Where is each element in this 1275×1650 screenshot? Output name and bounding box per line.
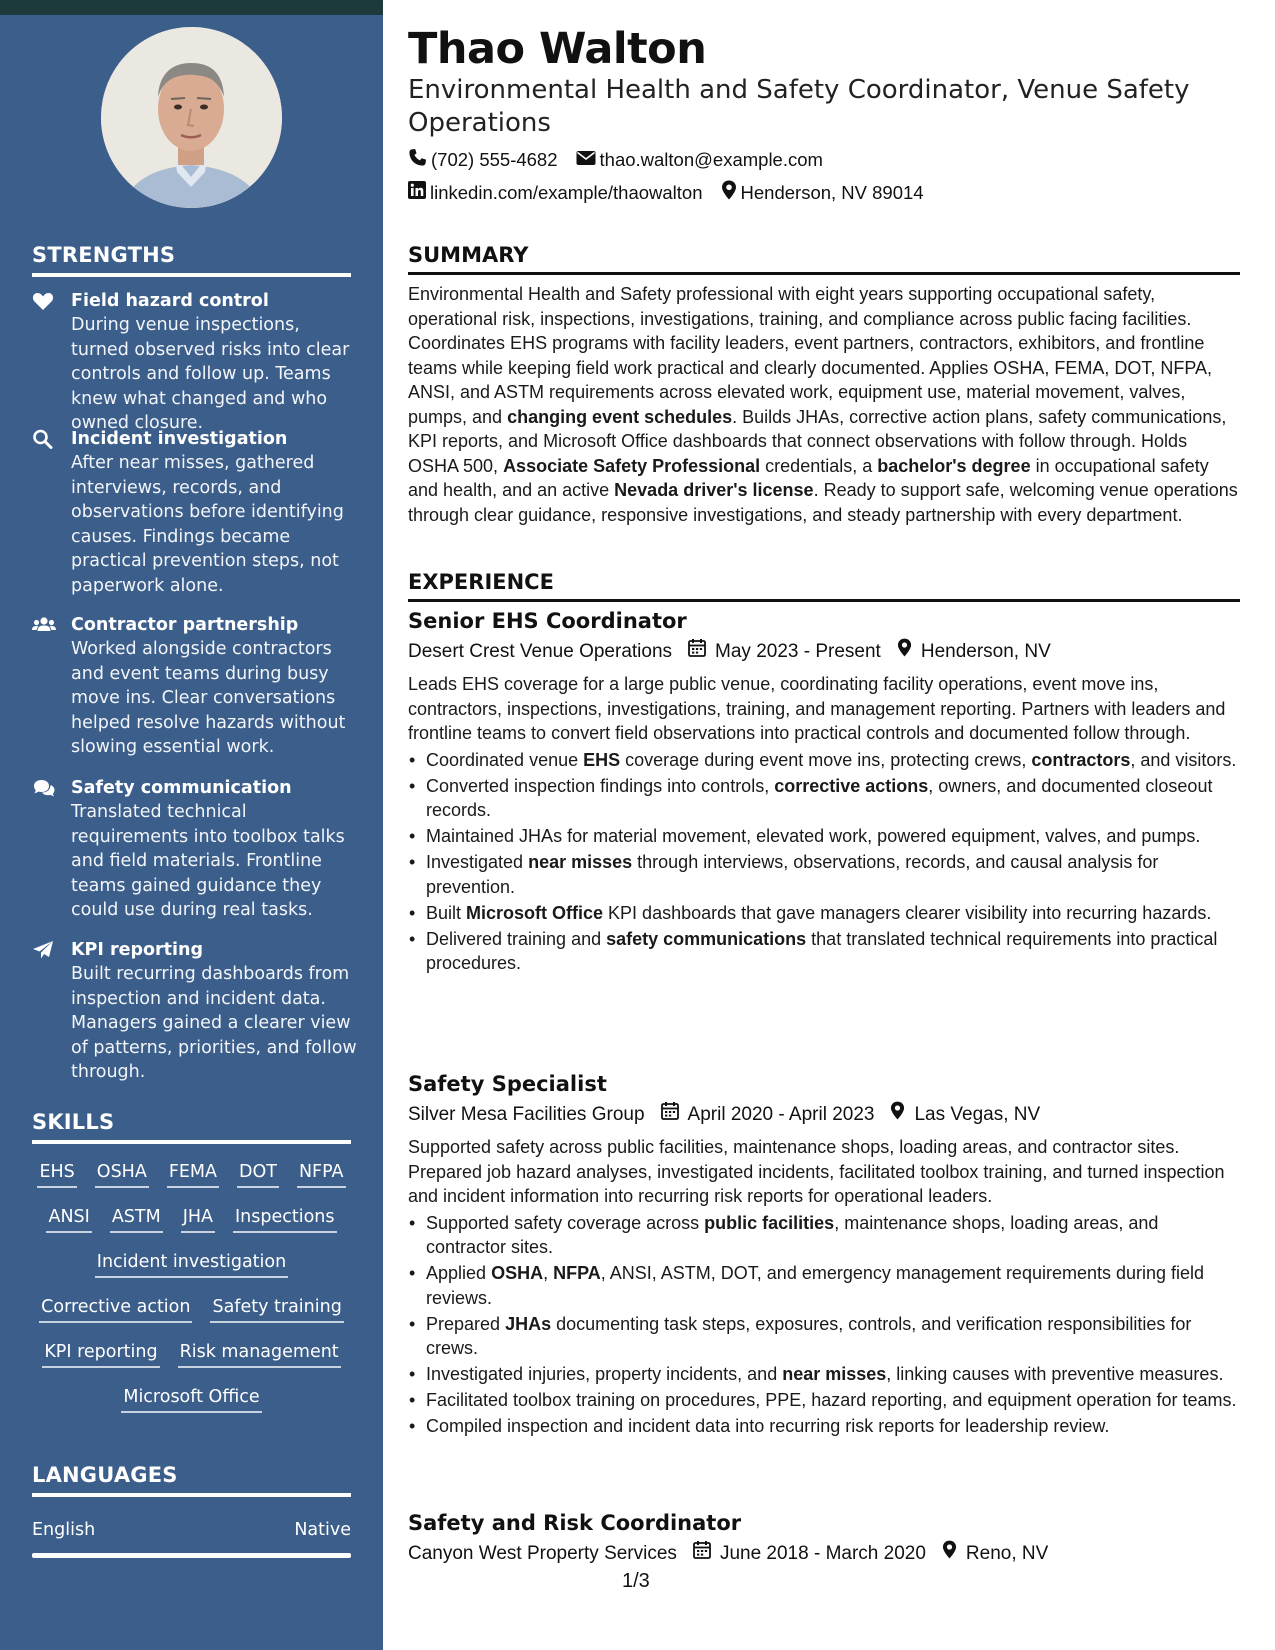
map-pin-icon xyxy=(942,1538,966,1570)
job-bullets xyxy=(408,1211,1240,1439)
job-dates-wrap xyxy=(661,1099,875,1131)
bullet-text: Delivered training and xyxy=(426,928,607,949)
strength-item xyxy=(32,776,362,923)
bullet-text: Converted inspection findings into controls, xyxy=(426,775,775,796)
bullet-bold-text: JHAs xyxy=(505,1313,552,1334)
strength-body: After near misses, gathered interviews, records, and observations before identifying causes. Findings became practical prevention steps, not paperwork alone. xyxy=(71,453,344,596)
bullet-text: Built xyxy=(426,902,467,923)
languages-heading: LANGUAGES xyxy=(32,1463,351,1497)
bullet-bold-text: corrective actions xyxy=(774,775,929,796)
job-bullets xyxy=(408,748,1240,976)
skill-tag: ANSI xyxy=(46,1203,91,1233)
job-title: Senior EHS Coordinator xyxy=(408,609,687,633)
skill-tag: Safety training xyxy=(210,1293,343,1323)
skills-row xyxy=(32,1203,351,1248)
bullet-text: Compiled inspection and incident data into recurring risk reports for leadership review. xyxy=(426,1416,1110,1436)
bullet-text: , xyxy=(543,1263,554,1283)
summary-text: in occupational safety and health, and an active xyxy=(408,455,1209,500)
job-bullet xyxy=(408,1414,1240,1439)
sidebar xyxy=(0,0,383,1650)
experience-heading: EXPERIENCE xyxy=(408,570,1240,602)
job-bullet xyxy=(408,901,1240,926)
skills-row xyxy=(32,1383,351,1428)
bullet-text: Coordinated venue xyxy=(426,749,584,770)
skills-heading: SKILLS xyxy=(32,1110,351,1144)
map-pin-icon xyxy=(721,180,741,205)
job-meta xyxy=(408,1538,1240,1570)
job-dates: April 2020 - April 2023 xyxy=(687,1104,875,1125)
map-pin-icon xyxy=(890,1099,914,1131)
strength-item xyxy=(32,938,362,1085)
job-meta xyxy=(408,1099,1240,1131)
phone-contact xyxy=(408,148,558,172)
job-dates: June 2018 - March 2020 xyxy=(719,1543,926,1564)
job-bullet xyxy=(408,1362,1240,1387)
candidate-title: Environmental Health and Safety Coordinator, Venue Safety Operations xyxy=(408,75,1190,138)
skill-tag: Inspections xyxy=(233,1203,337,1233)
envelope-icon xyxy=(576,149,600,171)
job-company: Canyon West Property Services xyxy=(408,1543,677,1564)
language-item xyxy=(32,1520,351,1540)
strength-body: Worked alongside contractors and event teams during busy move ins. Clear conversations helped resolve hazards without slowing essential work. xyxy=(71,639,346,757)
job-bullet xyxy=(408,1261,1240,1310)
comments-icon xyxy=(32,778,54,798)
contact-row xyxy=(408,180,942,205)
bullet-text: , and visitors. xyxy=(1130,749,1237,770)
strength-title: Safety communication xyxy=(71,778,292,798)
job-entry xyxy=(408,1508,1240,1570)
bullet-text: that translated technical requirements into practical procedures. xyxy=(426,928,1218,973)
job-description: Supported safety across public facilities, maintenance shops, loading areas, and contractor sites. Prepared job hazard analyses, investigated incidents, facilitated toolbox training, and turned inspection and incident information into recurring risk reports for operational leaders. xyxy=(408,1137,1225,1206)
strength-title: KPI reporting xyxy=(71,940,204,960)
job-bullet xyxy=(408,748,1240,773)
phone-icon xyxy=(408,148,431,172)
language-name: English xyxy=(32,1520,96,1540)
bullet-text: KPI dashboards that gave managers clearer visibility into recurring hazards. xyxy=(603,902,1212,923)
summary-text: credentials, a xyxy=(760,455,878,476)
job-location: Reno, NV xyxy=(965,1543,1049,1564)
phone-text: (702) 555-4682 xyxy=(431,149,558,170)
bullet-text: documenting task steps, exposures, controls, and verification responsibilities for crews. xyxy=(426,1313,1192,1358)
job-company: Desert Crest Venue Operations xyxy=(408,641,673,662)
strength-body: Built recurring dashboards from inspection and incident data. Managers gained a clearer view of patterns, priorities, and follow through. xyxy=(71,964,357,1082)
calendar-icon xyxy=(693,1538,720,1570)
calendar-icon xyxy=(688,636,715,668)
strengths-heading: STRENGTHS xyxy=(32,243,351,277)
job-location-wrap xyxy=(942,1538,1048,1570)
bullet-text: Facilitated toolbox training on procedures, PPE, hazard reporting, and equipment operation for teams. xyxy=(426,1390,1237,1410)
skill-tag: DOT xyxy=(237,1158,279,1188)
bullet-text: , maintenance shops, loading areas, and contractor sites. xyxy=(426,1212,1159,1257)
job-bullet xyxy=(408,850,1240,899)
skill-tag: EHS xyxy=(37,1158,76,1188)
job-bullet xyxy=(408,1312,1240,1361)
skill-tag: OSHA xyxy=(95,1158,149,1188)
users-icon xyxy=(32,615,54,635)
bullet-text: through interviews, observations, records, and causal analysis for prevention. xyxy=(426,852,1159,897)
strength-body: During venue inspections, turned observed risks into clear controls and follow up. Teams knew what changed and who owned closure. xyxy=(71,315,350,433)
heart-icon xyxy=(32,291,54,311)
job-bullet xyxy=(408,774,1240,823)
email-contact[interactable] xyxy=(576,149,823,171)
job-bullet xyxy=(408,927,1240,976)
bullet-text: Investigated injuries, property incidents, and xyxy=(426,1364,783,1384)
bullet-text: Prepared xyxy=(426,1313,506,1334)
job-title: Safety and Risk Coordinator xyxy=(408,1511,742,1535)
job-dates-wrap xyxy=(688,636,881,668)
job-location-wrap xyxy=(890,1099,1040,1131)
summary-text: . Ready to support safe, welcoming venue operations through clear guidance, responsive investigations, and steady partnership with every department. xyxy=(408,480,1238,525)
strength-item xyxy=(32,289,362,436)
candidate-name: Thao Walton xyxy=(408,24,707,74)
job-bullet xyxy=(408,1388,1240,1413)
job-description: Leads EHS coverage for a large public venue, coordinating facility operations, event move ins, contractors, inspections, investigations, training, and management reporting. Partners with leaders and frontline teams to convert field observations into practical controls and documented follow through. xyxy=(408,674,1226,743)
summary-text: . Builds JHAs, corrective action plans, safety communications, KPI reports, and Microsoft Office dashboards that connect observations with follow through. Holds OSHA 500, xyxy=(408,406,1227,476)
skill-tag: Risk management xyxy=(178,1338,341,1368)
summary-bold-text: Nevada driver's license xyxy=(614,480,814,500)
job-dates-wrap xyxy=(693,1538,926,1570)
skill-tag: Microsoft Office xyxy=(121,1383,261,1413)
job-title: Safety Specialist xyxy=(408,1072,607,1096)
paper-plane-icon xyxy=(32,940,54,960)
language-level: Native xyxy=(294,1520,351,1540)
strength-title: Field hazard control xyxy=(71,291,269,311)
bullet-bold-text: near misses xyxy=(528,852,633,872)
search-icon xyxy=(32,429,54,449)
bullet-text: Investigated xyxy=(426,852,529,872)
skills-row xyxy=(32,1248,351,1293)
bullet-text: Supported safety coverage across xyxy=(426,1212,705,1233)
bullet-text: , linking causes with preventive measures. xyxy=(886,1364,1224,1384)
job-dates: May 2023 - Present xyxy=(715,641,881,662)
strength-title: Contractor partnership xyxy=(71,615,299,635)
bullet-bold-text: Microsoft Office xyxy=(466,902,604,923)
strength-title: Incident investigation xyxy=(71,429,288,449)
bullet-bold-text: safety communications xyxy=(606,928,807,949)
skill-tag: JHA xyxy=(181,1203,215,1233)
bullet-bold-text: NFPA xyxy=(553,1263,601,1283)
job-location-wrap xyxy=(897,636,1051,668)
page-number: 1/3 xyxy=(622,1570,650,1592)
contact-row xyxy=(408,148,841,172)
calendar-icon xyxy=(661,1099,688,1131)
skills-row xyxy=(32,1158,351,1203)
bullet-text: coverage during event move ins, protecting crews, xyxy=(620,749,1032,770)
linkedin-icon xyxy=(408,181,430,204)
job-meta xyxy=(408,636,1240,668)
strength-body: Translated technical requirements into toolbox talks and field materials. Frontline teams gained guidance they could use during real tasks. xyxy=(71,802,345,920)
job-entry xyxy=(408,606,1240,977)
job-company: Silver Mesa Facilities Group xyxy=(408,1104,645,1125)
email-text: thao.walton@example.com xyxy=(599,149,823,170)
strength-item xyxy=(32,427,362,598)
strength-item xyxy=(32,613,362,760)
linkedin-contact[interactable] xyxy=(408,181,703,204)
bullet-bold-text: public facilities xyxy=(704,1212,835,1233)
bullet-bold-text: OSHA xyxy=(491,1263,544,1283)
bullet-bold-text: contractors xyxy=(1031,749,1131,770)
job-location: Las Vegas, NV xyxy=(914,1104,1041,1125)
sidebar-top-bar xyxy=(0,0,383,15)
skills-list xyxy=(32,1158,351,1428)
summary-heading: SUMMARY xyxy=(408,243,1240,275)
summary-text xyxy=(408,282,1240,527)
skill-tag: ASTM xyxy=(110,1203,163,1233)
bullet-text: , owners, and documented closeout records. xyxy=(426,775,1213,820)
summary-text: Environmental Health and Safety professional with eight years supporting occupational safety, operational risk, inspections, investigations, training, and compliance across public facing facilities. Coordinates EHS programs with facility leaders, event partners, contractors, exhibitors, and frontline teams while keeping field work practical and clearly documented. Applies OSHA, FEMA, DOT, NFPA, ANSI, and ASTM requirements across elevated work, equipment use, material movement, valves, pumps, and xyxy=(408,284,1212,427)
linkedin-text: linkedin.com/example/thaowalton xyxy=(430,181,703,203)
bullet-text: Applied xyxy=(426,1263,492,1283)
summary-bold-text: Associate Safety Professional xyxy=(503,455,761,476)
job-location: Henderson, NV xyxy=(920,641,1051,662)
skill-tag: Corrective action xyxy=(39,1293,192,1323)
location-text: Henderson, NV 89014 xyxy=(740,181,924,203)
skills-row xyxy=(32,1293,351,1338)
summary-bold-text: changing event schedules xyxy=(507,406,733,427)
language-proficiency-bar xyxy=(32,1553,351,1558)
bullet-bold-text: near misses xyxy=(782,1364,887,1384)
bullet-text: , ANSI, ASTM, DOT, and emergency management requirements during field reviews. xyxy=(426,1263,1205,1308)
job-bullet xyxy=(408,1211,1240,1260)
skill-tag: FEMA xyxy=(167,1158,219,1188)
job-bullet xyxy=(408,824,1240,849)
job-entry xyxy=(408,1069,1240,1440)
bullet-bold-text: EHS xyxy=(583,749,621,770)
map-pin-icon xyxy=(897,636,921,668)
skill-tag: KPI reporting xyxy=(42,1338,159,1368)
profile-photo xyxy=(101,27,282,208)
summary-bold-text: bachelor's degree xyxy=(877,455,1031,476)
skill-tag: NFPA xyxy=(297,1158,346,1188)
skills-row xyxy=(32,1338,351,1383)
skill-tag: Incident investigation xyxy=(95,1248,288,1278)
bullet-text: Maintained JHAs for material movement, elevated work, powered equipment, valves, and pumps. xyxy=(426,826,1201,846)
location-contact xyxy=(721,180,924,205)
